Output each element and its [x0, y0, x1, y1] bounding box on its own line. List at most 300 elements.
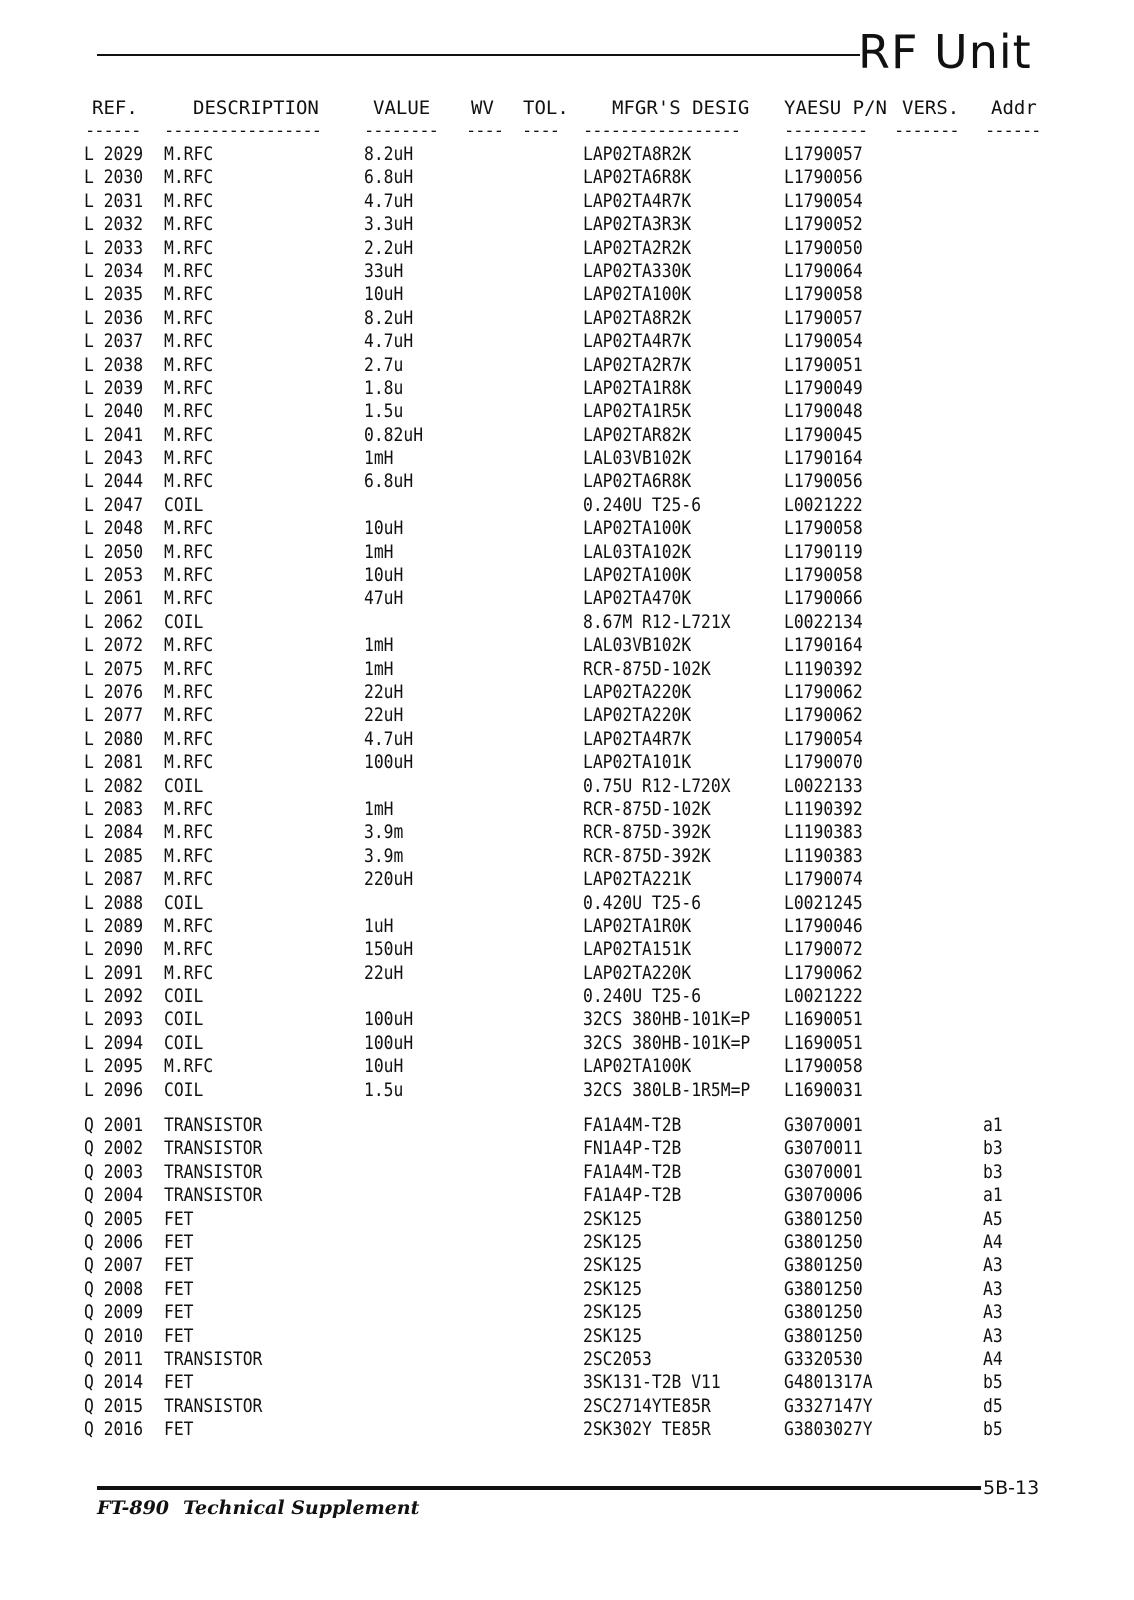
part-mfgr-desig: RCR-875D-102K: [583, 797, 711, 820]
table-row: [0, 798, 1134, 821]
part-value: 220uH: [364, 868, 414, 891]
part-description: TRANSISTOR: [164, 1114, 263, 1136]
table-row: [0, 447, 1134, 470]
part-ref: L 2082: [84, 774, 144, 797]
part-mfgr-desig: 0.420U T25-6: [583, 891, 702, 914]
part-mfgr-desig: LAP02TA6R8K: [583, 166, 692, 189]
part-description: M.RFC: [164, 353, 214, 376]
col-header-addr: Addr: [991, 97, 1037, 119]
part-value: 3.9m: [364, 844, 404, 867]
part-mfgr-desig: 8.67M R12-L721X: [583, 610, 731, 633]
part-description: M.RFC: [164, 587, 214, 610]
part-yaesu-pn: L1790066: [784, 587, 863, 610]
part-description: FET: [164, 1254, 194, 1277]
table-row: [0, 1231, 1134, 1254]
part-yaesu-pn: G4801317A: [784, 1371, 873, 1394]
part-yaesu-pn: G3801250: [784, 1254, 863, 1277]
part-ref: L 2085: [84, 844, 144, 867]
part-description: M.RFC: [164, 914, 214, 937]
part-value: 150uH: [364, 938, 414, 961]
part-ref: L 2088: [84, 891, 144, 914]
table-row: [0, 190, 1134, 213]
part-mfgr-desig: LAP02TA100K: [583, 1055, 692, 1078]
part-description: FET: [164, 1277, 194, 1300]
part-yaesu-pn: G3801250: [784, 1207, 863, 1230]
part-value: 10uH: [364, 1055, 404, 1078]
part-yaesu-pn: G3320530: [784, 1347, 863, 1370]
part-mfgr-desig: 2SK125: [583, 1230, 643, 1253]
part-description: COIL: [164, 493, 204, 516]
table-row: [0, 704, 1134, 727]
part-value: 1mH: [364, 657, 394, 680]
part-ref: Q 2015: [84, 1394, 144, 1417]
table-row: [0, 658, 1134, 681]
footer-subtitle: Technical Supplement: [183, 1497, 420, 1519]
part-yaesu-pn: L1790058: [784, 564, 863, 587]
table-row: [0, 283, 1134, 306]
part-ref: L 2084: [84, 821, 144, 844]
part-description: COIL: [164, 891, 204, 914]
part-yaesu-pn: G3801250: [784, 1277, 863, 1300]
col-divider-wv: ----: [466, 121, 503, 141]
part-description: TRANSISTOR: [164, 1347, 263, 1370]
part-yaesu-pn: L1790074: [784, 868, 863, 891]
part-description: M.RFC: [164, 423, 214, 446]
part-addr: A3: [983, 1324, 1003, 1347]
col-divider-value: --------: [364, 121, 438, 141]
part-yaesu-pn: G3070001: [784, 1160, 863, 1183]
part-mfgr-desig: 3SK131-T2B V11: [583, 1371, 721, 1394]
part-yaesu-pn: L1690031: [784, 1078, 863, 1101]
part-mfgr-desig: LAP02TA8R2K: [583, 306, 692, 329]
part-value: 100uH: [364, 1008, 414, 1031]
table-row: [0, 1301, 1134, 1324]
part-yaesu-pn: L0021245: [784, 891, 863, 914]
part-description: COIL: [164, 1078, 204, 1101]
part-ref: L 2090: [84, 938, 144, 961]
part-mfgr-desig: FA1A4P-T2B: [583, 1184, 682, 1207]
part-yaesu-pn: G3070011: [784, 1137, 863, 1160]
part-ref: L 2040: [84, 400, 144, 423]
part-yaesu-pn: G3070006: [784, 1184, 863, 1207]
part-mfgr-desig: LAP02TA8R2K: [583, 143, 692, 165]
part-mfgr-desig: RCR-875D-392K: [583, 821, 711, 844]
part-description: FET: [164, 1301, 194, 1324]
part-ref: Q 2006: [84, 1230, 144, 1253]
col-header-wv: WV: [471, 97, 494, 119]
part-value: 4.7uH: [364, 189, 414, 212]
part-ref: Q 2016: [84, 1418, 144, 1441]
part-mfgr-desig: FN1A4P-T2B: [583, 1137, 682, 1160]
part-ref: Q 2010: [84, 1324, 144, 1347]
table-row: [0, 1395, 1134, 1418]
part-ref: Q 2001: [84, 1114, 144, 1136]
table-row: [0, 1161, 1134, 1184]
page-title: RF Unit: [858, 25, 1032, 79]
table-row: [0, 1371, 1134, 1394]
part-mfgr-desig: 0.240U T25-6: [583, 493, 702, 516]
part-mfgr-desig: 2SK125: [583, 1277, 643, 1300]
table-row: [0, 1418, 1134, 1441]
table-row: [0, 1055, 1134, 1078]
part-yaesu-pn: L1790062: [784, 680, 863, 703]
part-yaesu-pn: L1790058: [784, 283, 863, 306]
part-ref: L 2091: [84, 961, 144, 984]
table-row: [0, 611, 1134, 634]
part-mfgr-desig: 0.240U T25-6: [583, 985, 702, 1008]
part-mfgr-desig: 2SC2714YTE85R: [583, 1394, 711, 1417]
table-row: [0, 892, 1134, 915]
part-value: 1mH: [364, 447, 394, 470]
part-value: 10uH: [364, 517, 404, 540]
part-ref: L 2094: [84, 1031, 144, 1054]
part-mfgr-desig: LAP02TA470K: [583, 587, 692, 610]
part-yaesu-pn: G3803027Y: [784, 1418, 873, 1441]
part-description: FET: [164, 1371, 194, 1394]
part-yaesu-pn: L1690051: [784, 1031, 863, 1054]
table-row: [0, 166, 1134, 189]
part-ref: L 2072: [84, 634, 144, 657]
part-mfgr-desig: LAP02TA100K: [583, 283, 692, 306]
table-row: [0, 1114, 1134, 1137]
part-ref: L 2039: [84, 376, 144, 399]
part-addr: A3: [983, 1277, 1003, 1300]
col-divider-pn: ---------: [784, 121, 868, 141]
col-divider-description: -----------------: [164, 121, 321, 141]
table-row: [0, 751, 1134, 774]
part-value: 33uH: [364, 259, 404, 282]
part-mfgr-desig: LAP02TA100K: [583, 564, 692, 587]
part-addr: d5: [983, 1394, 1003, 1417]
table-row: [0, 1325, 1134, 1348]
part-yaesu-pn: L1790062: [784, 704, 863, 727]
part-mfgr-desig: LAP02TA151K: [583, 938, 692, 961]
part-yaesu-pn: L1790119: [784, 540, 863, 563]
part-ref: Q 2002: [84, 1137, 144, 1160]
part-description: M.RFC: [164, 540, 214, 563]
col-divider-tol: ----: [522, 121, 559, 141]
part-ref: L 2050: [84, 540, 144, 563]
part-description: FET: [164, 1324, 194, 1347]
part-description: M.RFC: [164, 680, 214, 703]
part-addr: b5: [983, 1418, 1003, 1441]
part-yaesu-pn: L1190392: [784, 657, 863, 680]
part-ref: L 2077: [84, 704, 144, 727]
part-yaesu-pn: L1790070: [784, 751, 863, 774]
part-ref: L 2062: [84, 610, 144, 633]
part-value: 4.7uH: [364, 727, 414, 750]
part-description: M.RFC: [164, 657, 214, 680]
part-yaesu-pn: L1790054: [784, 330, 863, 353]
footer-title: [97, 1495, 419, 1521]
col-divider-mfgr: -----------------: [583, 121, 740, 141]
part-description: M.RFC: [164, 330, 214, 353]
part-ref: L 2034: [84, 259, 144, 282]
part-yaesu-pn: L1690051: [784, 1008, 863, 1031]
part-value: 100uH: [364, 751, 414, 774]
col-divider-ref: ------: [85, 121, 141, 141]
part-ref: Q 2003: [84, 1160, 144, 1183]
part-mfgr-desig: LAP02TA101K: [583, 751, 692, 774]
table-row: [0, 1079, 1134, 1102]
table-row: [0, 541, 1134, 564]
part-mfgr-desig: 32CS 380HB-101K=P: [583, 1008, 751, 1031]
part-mfgr-desig: LAP02TA221K: [583, 868, 692, 891]
part-description: M.RFC: [164, 213, 214, 236]
part-description: M.RFC: [164, 634, 214, 657]
table-row: [0, 1137, 1134, 1160]
part-ref: Q 2009: [84, 1301, 144, 1324]
part-mfgr-desig: LAP02TA220K: [583, 961, 692, 984]
table-row: [0, 330, 1134, 353]
part-description: COIL: [164, 774, 204, 797]
part-yaesu-pn: L0022133: [784, 774, 863, 797]
part-mfgr-desig: LAP02TA1R8K: [583, 376, 692, 399]
part-yaesu-pn: L1190392: [784, 797, 863, 820]
part-ref: L 2092: [84, 985, 144, 1008]
part-ref: L 2038: [84, 353, 144, 376]
part-yaesu-pn: L1790051: [784, 353, 863, 376]
part-value: 1.5u: [364, 400, 404, 423]
part-ref: L 2044: [84, 470, 144, 493]
part-ref: L 2035: [84, 283, 144, 306]
part-ref: L 2036: [84, 306, 144, 329]
header-rule: [97, 54, 860, 56]
part-addr: b3: [983, 1137, 1003, 1160]
part-mfgr-desig: 2SC2053: [583, 1347, 652, 1370]
part-value: 2.2uH: [364, 236, 414, 259]
table-row: [0, 1184, 1134, 1207]
part-yaesu-pn: L1790048: [784, 400, 863, 423]
table-row: [0, 564, 1134, 587]
table-row: [0, 868, 1134, 891]
table-row: [0, 587, 1134, 610]
table-row: [0, 517, 1134, 540]
table-row: [0, 260, 1134, 283]
part-description: M.RFC: [164, 751, 214, 774]
part-ref: L 2030: [84, 166, 144, 189]
part-yaesu-pn: L1790045: [784, 423, 863, 446]
part-value: 100uH: [364, 1031, 414, 1054]
part-yaesu-pn: L1790058: [784, 517, 863, 540]
part-description: M.RFC: [164, 821, 214, 844]
part-yaesu-pn: L1190383: [784, 821, 863, 844]
part-mfgr-desig: 2SK125: [583, 1254, 643, 1277]
footer-model: FT-890: [97, 1497, 170, 1519]
part-description: M.RFC: [164, 283, 214, 306]
part-value: 1.8u: [364, 376, 404, 399]
part-value: 1.5u: [364, 1078, 404, 1101]
table-row: [0, 307, 1134, 330]
table-row: [0, 1032, 1134, 1055]
part-yaesu-pn: L1790050: [784, 236, 863, 259]
part-mfgr-desig: LAP02TA3R3K: [583, 213, 692, 236]
part-description: M.RFC: [164, 143, 214, 165]
part-mfgr-desig: LAP02TA2R7K: [583, 353, 692, 376]
part-ref: Q 2014: [84, 1371, 144, 1394]
part-description: COIL: [164, 610, 204, 633]
part-description: M.RFC: [164, 189, 214, 212]
part-ref: Q 2005: [84, 1207, 144, 1230]
part-yaesu-pn: G3327147Y: [784, 1394, 873, 1417]
table-row: [0, 494, 1134, 517]
part-mfgr-desig: 2SK302Y TE85R: [583, 1418, 711, 1441]
col-divider-vers: -------: [894, 121, 959, 141]
part-mfgr-desig: LAL03VB102K: [583, 634, 692, 657]
part-value: 22uH: [364, 704, 404, 727]
transistor-list: [0, 1114, 1134, 1441]
table-row: [0, 962, 1134, 985]
part-description: M.RFC: [164, 470, 214, 493]
part-ref: L 2048: [84, 517, 144, 540]
part-mfgr-desig: LAP02TA6R8K: [583, 470, 692, 493]
part-value: 1uH: [364, 914, 394, 937]
table-row: [0, 1208, 1134, 1231]
part-addr: a1: [983, 1184, 1003, 1207]
part-ref: L 2043: [84, 447, 144, 470]
part-ref: L 2061: [84, 587, 144, 610]
part-mfgr-desig: RCR-875D-392K: [583, 844, 711, 867]
table-row: [0, 1278, 1134, 1301]
part-yaesu-pn: L0021222: [784, 493, 863, 516]
part-mfgr-desig: LAL03TA102K: [583, 540, 692, 563]
part-yaesu-pn: L1790064: [784, 259, 863, 282]
part-ref: L 2076: [84, 680, 144, 703]
part-addr: b3: [983, 1160, 1003, 1183]
part-description: TRANSISTOR: [164, 1184, 263, 1207]
part-ref: L 2081: [84, 751, 144, 774]
part-description: M.RFC: [164, 961, 214, 984]
part-ref: L 2093: [84, 1008, 144, 1031]
part-value: 10uH: [364, 283, 404, 306]
part-addr: b5: [983, 1371, 1003, 1394]
part-description: M.RFC: [164, 400, 214, 423]
part-mfgr-desig: LAP02TA2R2K: [583, 236, 692, 259]
part-ref: Q 2007: [84, 1254, 144, 1277]
part-ref: L 2087: [84, 868, 144, 891]
table-row: [0, 938, 1134, 961]
part-mfgr-desig: LAP02TA4R7K: [583, 330, 692, 353]
part-mfgr-desig: LAP02TA1R0K: [583, 914, 692, 937]
part-value: 22uH: [364, 961, 404, 984]
part-value: 6.8uH: [364, 470, 414, 493]
part-yaesu-pn: L1790062: [784, 961, 863, 984]
part-ref: L 2032: [84, 213, 144, 236]
part-yaesu-pn: L1790056: [784, 166, 863, 189]
table-row: [0, 821, 1134, 844]
part-mfgr-desig: LAP02TA100K: [583, 517, 692, 540]
part-addr: A3: [983, 1254, 1003, 1277]
part-value: 8.2uH: [364, 143, 414, 165]
part-ref: L 2083: [84, 797, 144, 820]
part-description: M.RFC: [164, 447, 214, 470]
part-ref: Q 2008: [84, 1277, 144, 1300]
table-row: [0, 143, 1134, 166]
part-ref: L 2095: [84, 1055, 144, 1078]
part-yaesu-pn: G3801250: [784, 1230, 863, 1253]
part-value: 4.7uH: [364, 330, 414, 353]
part-yaesu-pn: L1190383: [784, 844, 863, 867]
part-yaesu-pn: G3801250: [784, 1301, 863, 1324]
part-ref: L 2047: [84, 493, 144, 516]
part-value: 10uH: [364, 564, 404, 587]
part-description: M.RFC: [164, 844, 214, 867]
table-row: [0, 634, 1134, 657]
part-value: 1mH: [364, 797, 394, 820]
part-value: 3.3uH: [364, 213, 414, 236]
part-yaesu-pn: L1790046: [784, 914, 863, 937]
part-description: COIL: [164, 985, 204, 1008]
col-divider-addr: ------: [985, 121, 1041, 141]
part-description: COIL: [164, 1008, 204, 1031]
table-row: [0, 213, 1134, 236]
part-value: 47uH: [364, 587, 404, 610]
part-description: M.RFC: [164, 517, 214, 540]
col-header-vers: VERS.: [902, 97, 960, 119]
part-yaesu-pn: G3801250: [784, 1324, 863, 1347]
part-description: COIL: [164, 1031, 204, 1054]
part-description: M.RFC: [164, 727, 214, 750]
part-yaesu-pn: L1790054: [784, 189, 863, 212]
part-description: M.RFC: [164, 166, 214, 189]
part-description: M.RFC: [164, 868, 214, 891]
table-row: [0, 1254, 1134, 1277]
part-ref: L 2096: [84, 1078, 144, 1101]
part-description: FET: [164, 1418, 194, 1441]
part-yaesu-pn: L1790056: [784, 470, 863, 493]
table-row: [0, 470, 1134, 493]
table-row: [0, 237, 1134, 260]
part-description: TRANSISTOR: [164, 1137, 263, 1160]
part-description: TRANSISTOR: [164, 1160, 263, 1183]
part-mfgr-desig: LAP02TA1R5K: [583, 400, 692, 423]
part-ref: L 2053: [84, 564, 144, 587]
part-ref: Q 2011: [84, 1347, 144, 1370]
part-mfgr-desig: 2SK125: [583, 1207, 643, 1230]
part-mfgr-desig: FA1A4M-T2B: [583, 1160, 682, 1183]
table-row: [0, 424, 1134, 447]
part-mfgr-desig: LAP02TA4R7K: [583, 189, 692, 212]
page-number: 5B-13: [983, 1477, 1040, 1499]
part-description: M.RFC: [164, 1055, 214, 1078]
part-addr: a1: [983, 1114, 1003, 1136]
part-value: 1mH: [364, 540, 394, 563]
part-yaesu-pn: L1790164: [784, 447, 863, 470]
part-ref: L 2075: [84, 657, 144, 680]
table-row: [0, 1008, 1134, 1031]
part-description: M.RFC: [164, 259, 214, 282]
part-mfgr-desig: LAL03VB102K: [583, 447, 692, 470]
table-row: [0, 681, 1134, 704]
part-value: 1mH: [364, 634, 394, 657]
part-ref: L 2080: [84, 727, 144, 750]
part-yaesu-pn: L1790072: [784, 938, 863, 961]
part-yaesu-pn: L1790054: [784, 727, 863, 750]
part-yaesu-pn: L1790057: [784, 143, 863, 165]
inductor-list: [0, 143, 1134, 1102]
part-description: M.RFC: [164, 564, 214, 587]
part-mfgr-desig: RCR-875D-102K: [583, 657, 711, 680]
part-ref: L 2031: [84, 189, 144, 212]
part-description: M.RFC: [164, 797, 214, 820]
part-yaesu-pn: L1790058: [784, 1055, 863, 1078]
table-row: [0, 377, 1134, 400]
table-row: [0, 728, 1134, 751]
footer-rule: [97, 1486, 981, 1490]
part-value: 0.82uH: [364, 423, 424, 446]
part-mfgr-desig: LAP02TA220K: [583, 704, 692, 727]
table-row: [0, 1348, 1134, 1371]
